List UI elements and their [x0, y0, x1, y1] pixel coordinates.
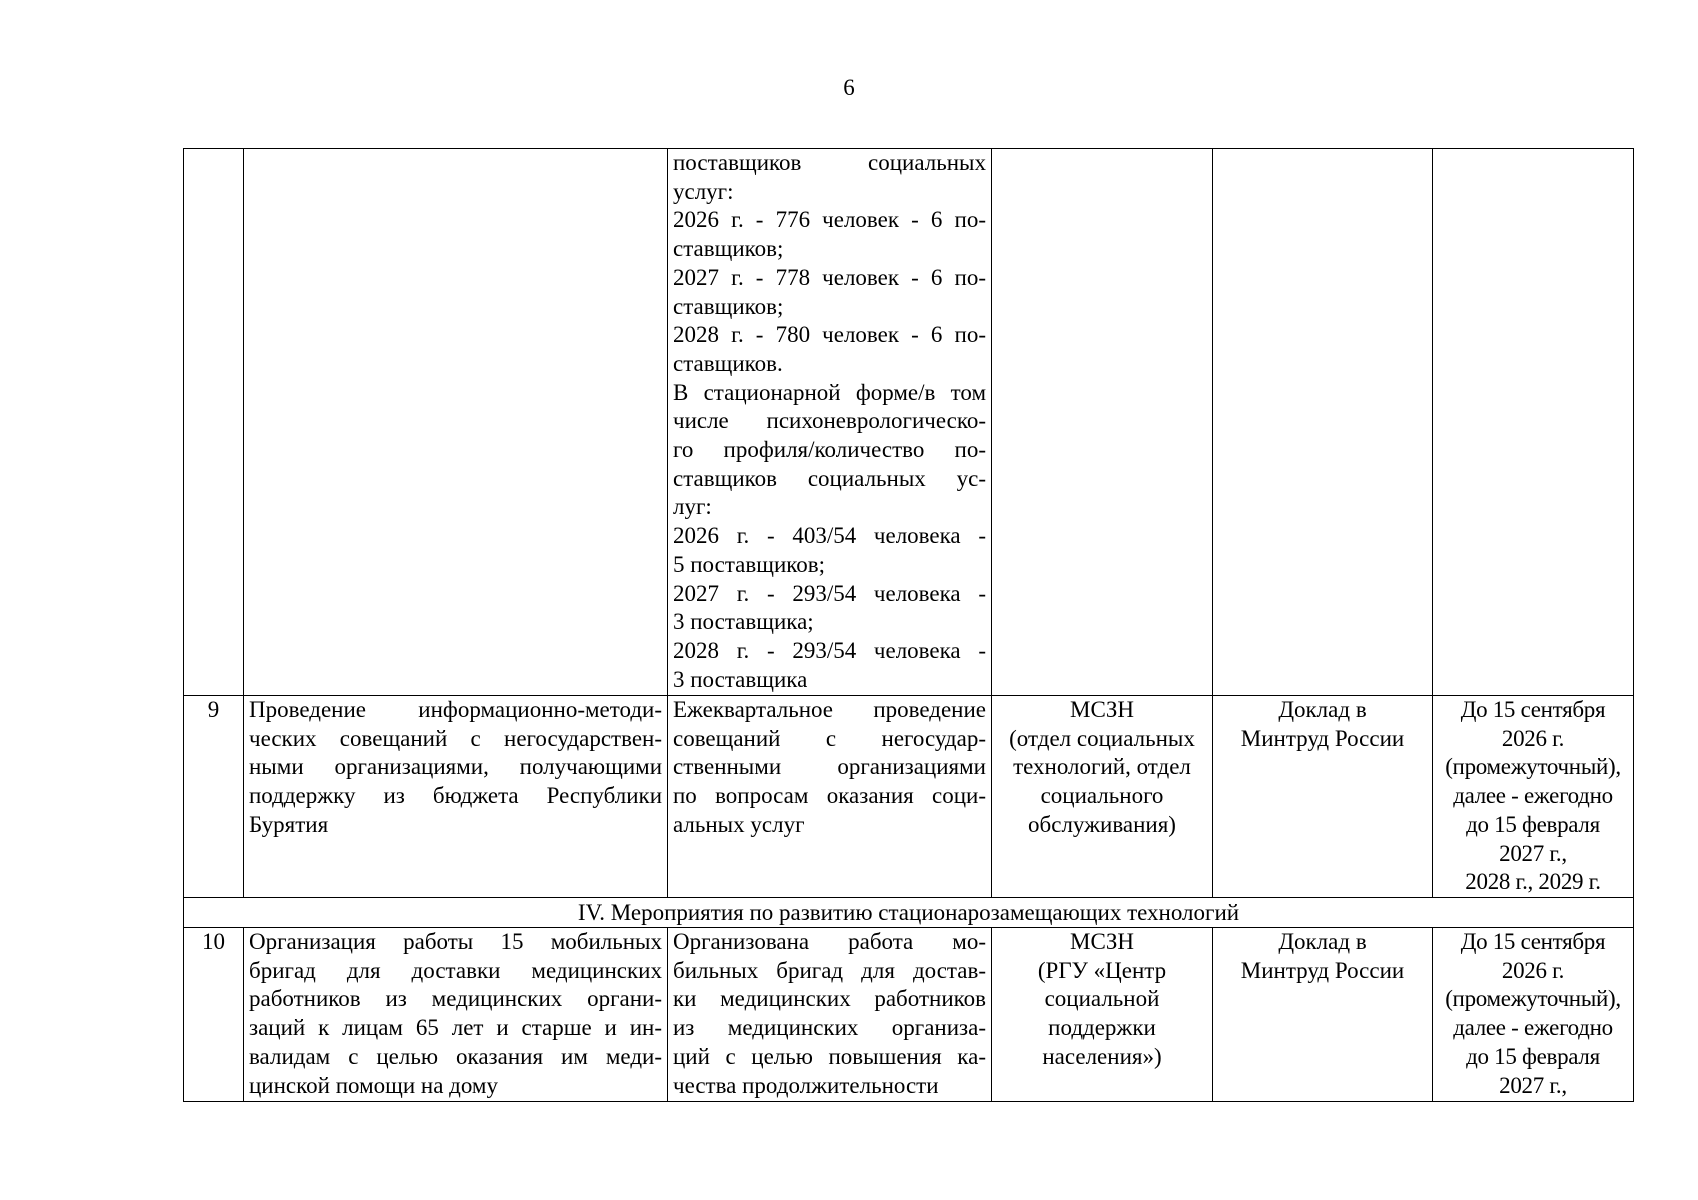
- cell-text-line: чества продолжительности: [673, 1072, 939, 1098]
- measure-name-cell: [244, 928, 668, 1102]
- report-form-cell: [1213, 149, 1433, 696]
- cell-text-line: 2026 г. - 403/54 человека -: [673, 523, 986, 549]
- cell-text-line: заций к лицам 65 лет и старше и ин-: [249, 1015, 662, 1041]
- deadline-cell: [1433, 928, 1634, 1102]
- table-row: [184, 696, 1634, 898]
- cell-text-line: Организация работы 15 мобильных: [249, 929, 662, 954]
- cell-text-line: 2026 г. - 776 человек - 6 по-: [673, 207, 986, 233]
- cell-text-line: социальной: [1044, 986, 1160, 1012]
- cell-text-line: Организована работа мо-: [673, 929, 986, 954]
- cell-text-line: МСЗН: [1070, 929, 1134, 954]
- report-form-cell: [1213, 928, 1433, 1102]
- cell-text-line: обслуживания): [1028, 811, 1176, 837]
- cell-text-line: До 15 сентября: [1460, 697, 1606, 722]
- cell-text-line: 2026 г.: [1501, 957, 1565, 983]
- cell-text-line: ций с целью повышения ка-: [673, 1043, 986, 1069]
- cell-text-line: числе психоневрологическо-: [673, 408, 986, 434]
- cell-text-line: 5 поставщиков;: [673, 551, 826, 577]
- table-row: [184, 149, 1634, 696]
- cell-text-line: совещаний с негосудар-: [673, 725, 986, 751]
- cell-text-line: ставщиков;: [673, 293, 784, 319]
- cell-text-line: по вопросам оказания соци-: [673, 783, 986, 809]
- cell-text-line: В стационарной форме/в том: [673, 379, 986, 405]
- cell-text-line: МСЗН: [1070, 697, 1134, 722]
- cell-text-line: поставщиков социальных: [673, 150, 986, 175]
- cell-text-line: до 15 февраля: [1466, 1043, 1600, 1069]
- expected-result-cell: [668, 696, 992, 898]
- cell-text-line: поддержку из бюджета Республики: [249, 783, 662, 809]
- section-heading-row: [184, 898, 1634, 928]
- cell-text-line: Проведение информационно-методи-: [249, 697, 662, 722]
- cell-text-line: 2027 г.,: [1499, 840, 1567, 866]
- row-number-cell: [184, 696, 244, 898]
- cell-text-line: альных услуг: [673, 811, 805, 837]
- responsible-cell: [992, 149, 1213, 696]
- cell-text-line: валидам с целью оказания им меди-: [249, 1043, 662, 1069]
- cell-text-line: (РГУ «Центр: [1037, 957, 1167, 983]
- cell-text-line: го профиля/количество по-: [673, 437, 986, 463]
- cell-text-line: ческих совещаний с негосударствен-: [249, 725, 662, 751]
- responsible-cell: [992, 696, 1213, 898]
- cell-text-line: 2027 г. - 293/54 человека -: [673, 580, 986, 606]
- measure-name-cell: [244, 149, 668, 696]
- cell-text-line: 2027 г. - 778 человек - 6 по-: [673, 264, 986, 290]
- cell-text-line: бригад для доставки медицинских: [249, 957, 662, 983]
- cell-text-line: 2026 г.: [1501, 725, 1565, 751]
- cell-text-line: далее - ежегодно: [1453, 1015, 1613, 1041]
- deadline-cell: [1433, 696, 1634, 898]
- cell-text-line: социального: [1040, 783, 1164, 809]
- row-number-cell: [184, 149, 244, 696]
- section-heading: IV. Мероприятия по развитию стационарозамещающих технологий: [184, 898, 1634, 928]
- cell-text-line: (отдел социальных: [1009, 725, 1195, 751]
- cell-text-line: Минтруд России: [1240, 725, 1405, 751]
- cell-text-line: Доклад в: [1278, 697, 1367, 722]
- cell-text-line: 2028 г. - 780 человек - 6 по-: [673, 322, 986, 348]
- cell-text-line: 2028 г. - 293/54 человека -: [673, 637, 986, 663]
- cell-text-line: (промежуточный),: [1445, 754, 1621, 780]
- cell-text-line: Ежеквартальное проведение: [673, 697, 986, 722]
- cell-text-line: технологий, отдел: [1013, 754, 1191, 780]
- expected-result-cell: [668, 149, 992, 696]
- cell-text-line: работников из медицинских органи-: [249, 986, 662, 1012]
- cell-text-line: из медицинских организа-: [673, 1015, 986, 1041]
- cell-text-line: до 15 февраля: [1466, 811, 1600, 837]
- cell-text-line: цинской помощи на дому: [249, 1072, 498, 1098]
- cell-text-line: далее - ежегодно: [1453, 783, 1613, 809]
- cell-text-line: 3 поставщика;: [673, 609, 814, 635]
- cell-text-line: Минтруд России: [1240, 957, 1405, 983]
- deadline-cell: [1433, 149, 1634, 696]
- cell-text-line: (промежуточный),: [1445, 986, 1621, 1012]
- cell-text-line: Доклад в: [1278, 929, 1367, 954]
- cell-text-line: населения»): [1042, 1043, 1162, 1069]
- cell-text-line: Бурятия: [249, 811, 329, 837]
- cell-text-line: До 15 сентября: [1460, 929, 1606, 954]
- cell-text-line: ки медицинских работников: [673, 986, 986, 1012]
- cell-text-line: поддержки: [1048, 1015, 1156, 1041]
- action-plan-table: [183, 148, 1634, 1102]
- cell-text-line: ными организациями, получающими: [249, 754, 662, 780]
- cell-text-line: ставщиков социальных ус-: [673, 465, 986, 491]
- cell-text-line: ставщиков.: [673, 350, 783, 376]
- page-number: 6: [843, 75, 855, 100]
- row-number-cell: [184, 928, 244, 1102]
- cell-text-line: услуг:: [673, 178, 734, 204]
- cell-text-line: луг:: [673, 494, 712, 520]
- cell-text-line: 2028 г., 2029 г.: [1465, 869, 1601, 895]
- cell-text-line: ставщиков;: [673, 236, 784, 262]
- row-number: 10: [202, 929, 225, 954]
- expected-result-cell: [668, 928, 992, 1102]
- cell-text-line: бильных бригад для достав-: [673, 957, 986, 983]
- responsible-cell: [992, 928, 1213, 1102]
- cell-text-line: ственными организациями: [673, 754, 986, 780]
- cell-text-line: 3 поставщика: [673, 666, 808, 692]
- row-number: 9: [207, 697, 220, 722]
- measure-name-cell: [244, 696, 668, 898]
- report-form-cell: [1213, 696, 1433, 898]
- cell-text-line: 2027 г.,: [1499, 1072, 1567, 1098]
- table-row: [184, 928, 1634, 1102]
